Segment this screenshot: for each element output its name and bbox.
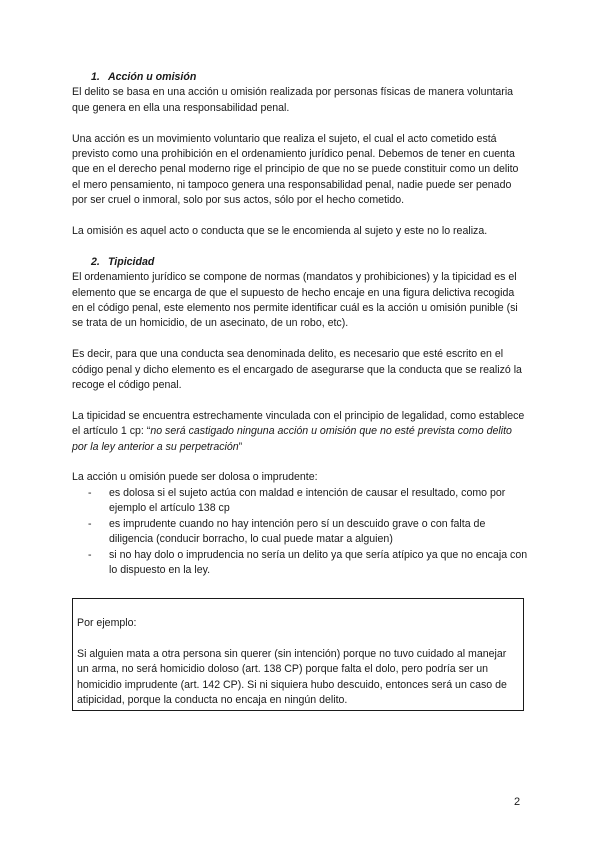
paragraph: El ordenamiento jurídico se compone de normas (mandatos y prohibiciones) y la tipicidad es el elemento que se encarga de que el supuesto de hecho encaje en una figura delictiva recogida en el código penal, este elemento nos permite identificar cuál es la acción u omisión punible (si se trata de un homicidio, de un asecinato, de un robo, etc).: [72, 271, 518, 330]
legal-quote: no será castigado ninguna acción u omisión que no esté prevista como delito por la ley anterior a su perpetración: [72, 425, 512, 453]
paragraph: La omisión es aquel acto o conducta que se le encomienda al sujeto y este no lo realiza.: [72, 225, 488, 238]
paragraph: Una acción es un movimiento voluntario que realiza el sujeto, el cual el acto cometido está previsto como una prohibición en el ordenamiento jurídico penal. Debemos de tener en cuenta que en el derecho penal moderno rige el principio de que no se puede constituir como un delito el mero pensamiento, ni tampoco genera una responsabilidad penal, nadie puede ser penado por ser cruel o inmoral, solo por sus actos, sólo por el hecho cometido.: [72, 132, 519, 207]
section-number: 1.: [91, 71, 100, 83]
section-title: Tipicidad: [108, 255, 155, 268]
paragraph: El delito se basa en una acción u omisión realizada por personas físicas de manera voluntaria que genera en ella una responsabilidad penal.: [72, 86, 514, 114]
paragraph-legalidad: [72, 409, 528, 455]
list-item: - es dolosa si el sujeto actúa con maldad e intención de causar el resultado, como por ejemplo el artículo 138 cp: [88, 486, 528, 517]
list-intro: La acción u omisión puede ser dolosa o imprudente:: [72, 471, 318, 484]
example-box: [72, 598, 524, 711]
section-heading-accion: [72, 70, 528, 85]
section-title: Acción u omisión: [108, 71, 197, 83]
list-item: - es imprudente cuando no hay intención pero sí un descuido grave o con falta de diligencia (conducir borracho, lo cual puede matar a alguien): [88, 517, 528, 548]
list-item: - si no hay dolo o imprudencia no sería un delito ya que sería atípico ya que no encaja con lo dispuesto en la ley.: [88, 548, 528, 579]
page-number: 2: [514, 796, 521, 808]
paragraph-text: La tipicidad se encuentra estrechamente vinculada con el principio de legalidad, como establece el artículo 1 cp: “: [72, 409, 525, 438]
example-text: Si alguien mata a otra persona sin querer (sin intención) porque no tuvo cuidado al manejar un arma, no será homicidio doloso (art. 138 CP) porque falta el dolo, pero podría ser un homicidio imprudente (art. 142 CP). Si ni siquiera hubo descuido, entonces será un caso de atipicidad, porque la conducta no encaja en ningún delito.: [77, 647, 507, 707]
paragraph: Es decir, para que una conducta sea denominada delito, es necesario que esté escrito en el código penal y dicho elemento es el encargado de asegurarse que la conducta que se realizó la recoge el código penal.: [72, 348, 522, 392]
dolo-list: [72, 486, 528, 578]
section-number: 2.: [91, 255, 100, 268]
closing-quote: ”: [238, 440, 243, 453]
example-label: Por ejemplo:: [77, 617, 137, 629]
section-heading-tipicidad: [72, 255, 528, 270]
document-body: [72, 70, 528, 578]
